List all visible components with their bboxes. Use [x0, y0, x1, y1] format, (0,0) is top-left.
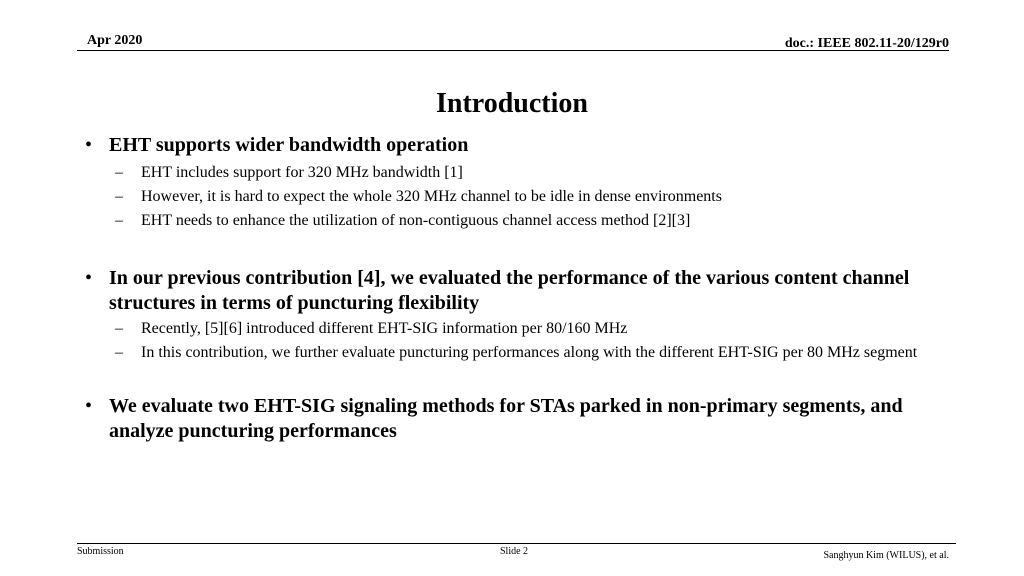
dash-icon: –: [115, 164, 123, 181]
bullet-item: [85, 133, 945, 158]
footer-submission: Submission: [77, 546, 124, 557]
dash-icon: –: [115, 188, 123, 205]
bullet-item: [85, 266, 945, 316]
sub-bullet-item: [85, 185, 945, 208]
bullet-text: EHT supports wider bandwidth operation: [109, 134, 469, 156]
header-date: Apr 2020: [87, 33, 143, 48]
dash-icon: –: [115, 320, 123, 337]
footer-author: Sanghyun Kim (WILUS), et al.: [823, 550, 949, 561]
dash-icon: –: [115, 344, 123, 361]
sub-bullet-text: In this contribution, we further evaluate puncturing performances along with the different EHT-SIG per 80 MHz segment: [141, 344, 918, 361]
sub-bullet-item: [85, 317, 945, 340]
sub-bullet-text: EHT needs to enhance the utilization of non-contiguous channel access method [2][3]: [141, 212, 691, 229]
sub-bullet-item: [85, 341, 945, 364]
bullet-text: In our previous contribution [4], we evaluated the performance of the various content channel structures in terms of puncturing flexibility: [109, 267, 910, 314]
slide-body: [85, 133, 945, 444]
bullet-text: We evaluate two EHT-SIG signaling methods for STAs parked in non-primary segments, and analyze puncturing performances: [109, 395, 903, 442]
footer-slide-number: Slide 2: [500, 546, 529, 557]
dash-icon: –: [115, 212, 123, 229]
slide-title: Introduction: [436, 88, 588, 119]
footer-divider: [77, 543, 956, 544]
header-doc-id: doc.: IEEE 802.11-20/129r0: [784, 36, 949, 51]
sub-bullet-item: [85, 161, 945, 184]
sub-bullet-text: However, it is hard to expect the whole 320 MHz channel to be idle in dense environments: [141, 188, 722, 205]
bullet-item: [85, 394, 945, 444]
header-divider: [77, 50, 949, 51]
sub-bullet-text: Recently, [5][6] introduced different EHT-SIG information per 80/160 MHz: [141, 320, 628, 337]
sub-bullet-item: [85, 209, 945, 232]
bullet-dot-icon: •: [85, 395, 93, 417]
bullet-dot-icon: •: [85, 134, 93, 156]
sub-bullet-text: EHT includes support for 320 MHz bandwidth [1]: [141, 164, 463, 181]
bullet-dot-icon: •: [85, 267, 93, 289]
